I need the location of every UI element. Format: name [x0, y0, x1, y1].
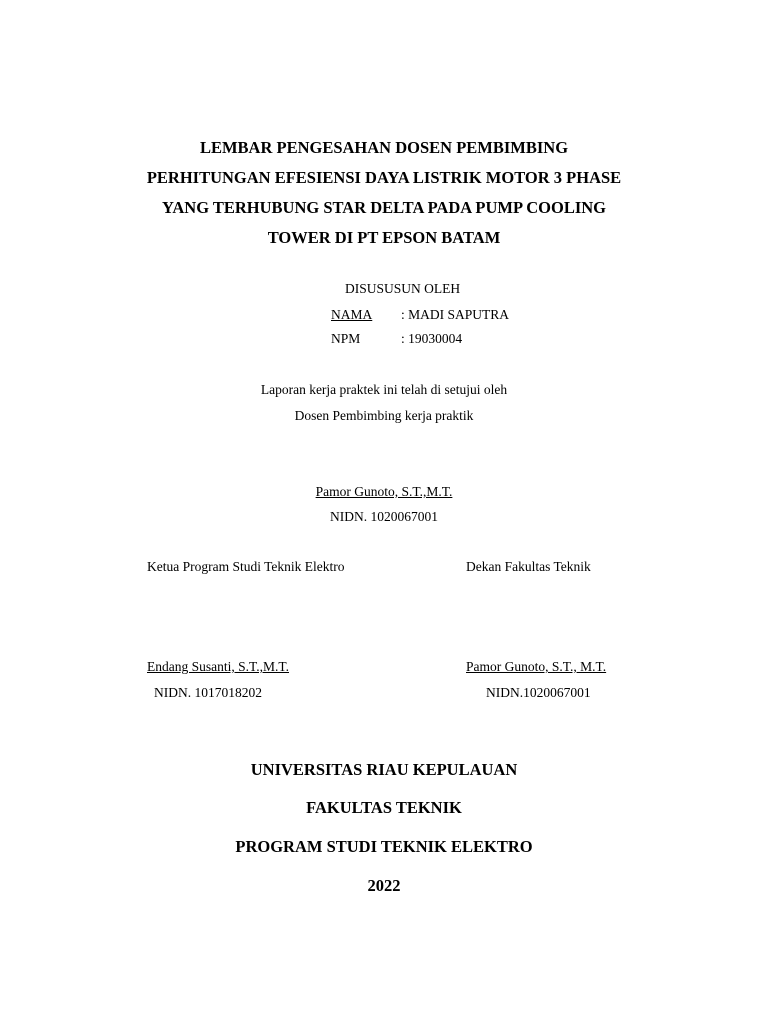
title-line-2: PERHITUNGAN EFESIENSI DAYA LISTRIK MOTOR 3 PHASE	[146, 168, 622, 187]
author-npm-label: NPM	[331, 331, 361, 346]
right-signatory-role: Dekan Fakultas Teknik	[466, 559, 591, 574]
university-name: UNIVERSITAS RIAU KEPULAUAN	[250, 760, 518, 779]
left-signatory-role: Ketua Program Studi Teknik Elektro	[147, 559, 345, 574]
right-signatory-nidn: NIDN.1020067001	[486, 685, 591, 700]
program-name: PROGRAM STUDI TEKNIK ELEKTRO	[235, 837, 533, 856]
approval-line-2: Dosen Pembimbing kerja praktik	[294, 408, 474, 423]
author-npm-value: : 19030004	[401, 331, 463, 346]
title-line-4: TOWER DI PT EPSON BATAM	[267, 228, 501, 247]
approval-line-1: Laporan kerja praktek ini telah di setujui oleh	[260, 382, 508, 397]
author-name-row	[331, 306, 526, 324]
author-name-value: : MADI SAPUTRA	[401, 307, 510, 322]
supervisor-nidn: NIDN. 1020067001	[330, 509, 438, 524]
right-signatory-name: Pamor Gunoto, S.T., M.T.	[466, 659, 607, 674]
title-line-3: YANG TERHUBUNG STAR DELTA PADA PUMP COOLING	[161, 198, 607, 217]
left-signatory-name: Endang Susanti, S.T.,M.T.	[147, 659, 289, 674]
left-signatory-nidn: NIDN. 1017018202	[154, 685, 262, 700]
faculty-name: FAKULTAS TEKNIK	[306, 798, 462, 817]
author-heading: DISUSUSUN OLEH	[345, 281, 461, 296]
title-line-1: LEMBAR PENGESAHAN DOSEN PEMBIMBING	[199, 138, 569, 157]
supervisor-name: Pamor Gunoto, S.T.,M.T.	[315, 484, 453, 499]
author-name-label: NAMA	[331, 307, 373, 322]
year: 2022	[367, 876, 401, 895]
supervisor-name-row	[0, 483, 768, 501]
